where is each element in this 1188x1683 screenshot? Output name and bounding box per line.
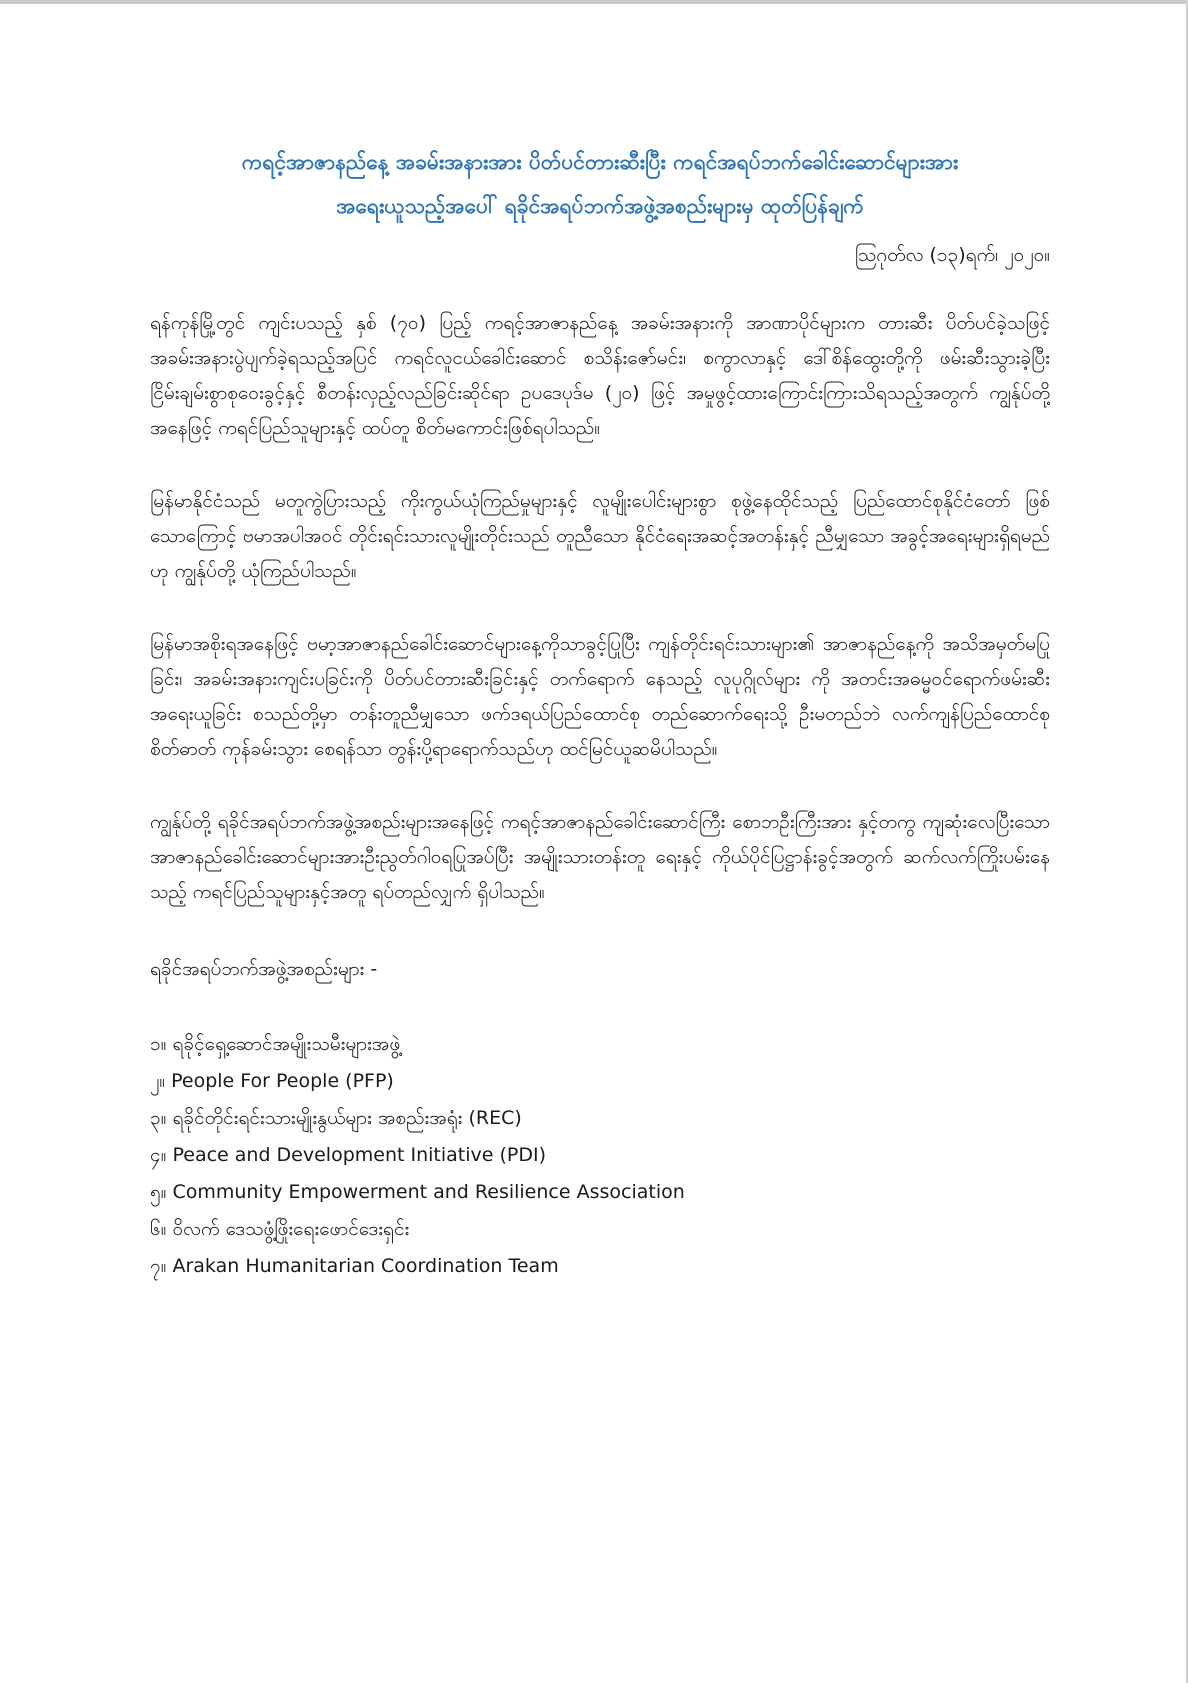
statement-title (150, 140, 1050, 228)
organization-item: ၄။ Peace and Development Initiative (PDI) (150, 1144, 547, 1166)
top-border (0, 0, 1188, 4)
paragraph-4: ကျွန်ုပ်တို့ ရခိုင်အရပ်ဘက်အဖွဲ့အစည်းများအနေဖြင့် ကရင့်အာဇာနည်ခေါင်းဆောင်ကြီး စောဘဦးကြီးအား နှင့်တကွ ကျဆုံးလေပြီးသောအာဇာနည်ခေါင်းဆောင်များအားဦးညွတ်ဂါဝရပြုအပ်ပြီး အမျိုးသားတန်းတူ ရေးနှင့် ကိုယ်ပိုင်ပြဋ္ဌာန်းခွင့်အတွက် ဆက်လက်ကြိုးပမ်းနေသည့် ကရင်ပြည်သူများနှင့်အတူ ရပ်တည်လျှက် ရှိပါသည်။ (150, 811, 1050, 903)
organizations-heading: ရခိုင်အရပ်ဘက်အဖွဲ့အစည်းများ - (150, 958, 378, 980)
title-line-2: အရေးယူသည့်အပေါ် ရခိုင်အရပ်ဘက်အဖွဲ့အစည်းများမှ ထုတ်ပြန်ချက် (336, 194, 864, 218)
paragraph-2: မြန်မာနိုင်ငံသည် မတူကွဲပြားသည့် ကိုးကွယ်ယုံကြည်မှုများနှင့် လူမျိုးပေါင်းများစွာ စုဖွဲ့နေထိုင်သည့် ပြည်ထောင်စုနိုင်ငံတော် ဖြစ်သောကြောင့် ဗမာအပါအဝင် တိုင်းရင်းသားလူမျိုးတိုင်းသည် တူညီသော နိုင်ငံရေးအဆင့်အတန်းနှင့် ညီမျှသော အခွင့်အရေးများရှိရမည်ဟု ကျွန်ုပ်တို့ ယုံကြည်ပါသည်။ (150, 490, 1050, 582)
organization-item: ၅။ Community Empowerment and Resilience Association (150, 1181, 685, 1203)
organization-item: ၁။ ရခိုင့်ရှေ့ဆောင်အမျိုးသမီးများအဖွဲ့ (150, 1033, 401, 1055)
statement-date: ဩဂုတ်လ (၁၃)ရက်၊ ၂၀၂၀။ (854, 244, 1050, 266)
organizations-list (150, 1026, 1050, 1285)
title-line-1: ကရင့်အာဇာနည်နေ့ အခမ်းအနားအား ပိတ်ပင်တားဆီးပြီး ကရင်အရပ်ဘက်ခေါင်းဆောင်များအား (241, 150, 959, 174)
paragraph-1: ရန်ကုန်မြို့တွင် ကျင်းပသည့် နှစ် (၇၀) ပြည့် ကရင့်အာဇာနည်နေ့ အခမ်းအနားကို အာဏာပိုင်များက တားဆီး ပိတ်ပင်ခဲ့သဖြင့် အခမ်းအနားပွဲပျက်ခဲ့ရသည့်အပြင် ကရင်လူငယ်ခေါင်းဆောင် စသိန်းဇော်မင်း၊ စကွာလာနှင့် ဒေါ်စိန်ထွေးတို့ကို ဖမ်းဆီးသွားခဲ့ပြီး ငြိမ်းချမ်းစွာစုဝေးခွင့်နှင့် စီတန်းလှည့်လည်ခြင်းဆိုင်ရာ ဥပဒေပုဒ်မ (၂၀) ဖြင့် အမှုဖွင့်ထားကြောင်းကြားသိရသည့်အတွက် ကျွန်ုပ်တို့အနေဖြင့် ကရင်ပြည်သူများနှင့် ထပ်တူ စိတ်မကောင်းဖြစ်ရပါသည်။ (150, 312, 1050, 439)
organization-item: ၇။ Arakan Humanitarian Coordination Team (150, 1255, 559, 1277)
statement-document (150, 140, 1050, 1285)
organization-item: ၆။ ဝိလက် ဒေသဖွံ့ဖြိုးရေးဖောင်ဒေးရှင်း (150, 1218, 410, 1240)
organization-item: ၃။ ရခိုင်တိုင်းရင်းသားမျိုးနွယ်များ အစည်းအရုံး (REC) (150, 1107, 522, 1129)
paragraph-3: မြန်မာအစိုးရအနေဖြင့် ဗမာ့အာဇာနည်ခေါင်းဆောင်များနေ့ကိုသာခွင့်ပြုပြီး ကျန်တိုင်းရင်းသားများ၏ အာဇာနည်နေ့ကို အသိအမှတ်မပြုခြင်း၊ အခမ်းအနားကျင်းပခြင်းကို ပိတ်ပင်တားဆီးခြင်းနှင့် တက်ရောက် နေသည့် လူပုဂ္ဂိုလ်များ ကို အတင်းအဓမ္မဝင်ရောက်ဖမ်းဆီးအရေးယူခြင်း စသည်တို့မှာ တန်းတူညီမျှသော ဖက်ဒရယ်ပြည်ထောင်စု တည်ဆောက်ရေးသို့ ဦးမတည်ဘဲ လက်ကျန်ပြည်ထောင်စုစိတ်ဓာတ် ကုန်ခမ်းသွား စေရန်သာ တွန်းပို့ရာရောက်သည်ဟု ထင်မြင်ယူဆမိပါသည်။ (150, 633, 1050, 760)
organization-item: ၂။ People For People (PFP) (150, 1070, 394, 1092)
